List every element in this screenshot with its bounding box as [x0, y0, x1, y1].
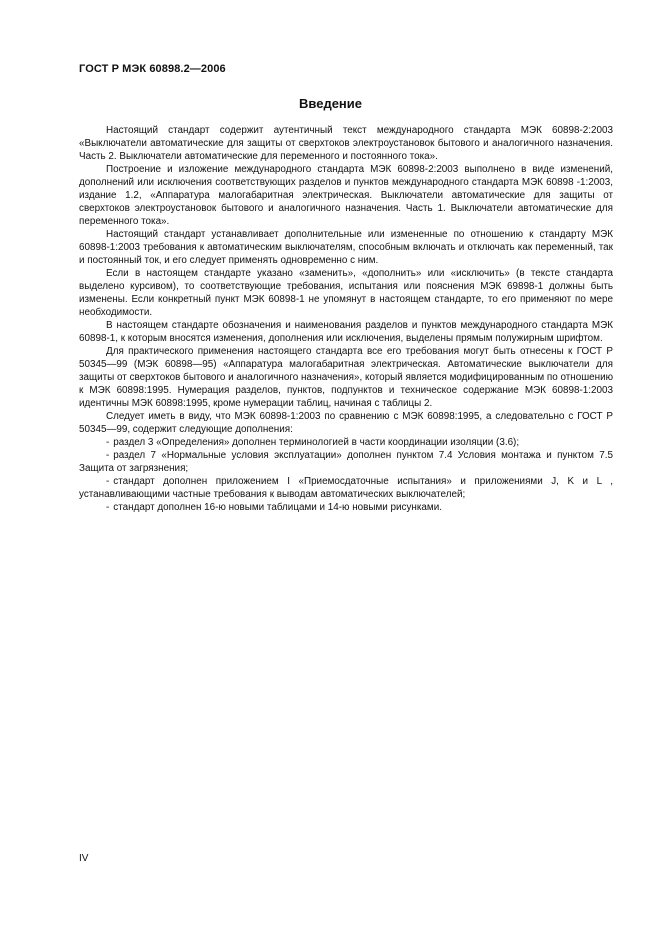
list-marker: - — [106, 476, 110, 487]
list-item — [79, 449, 613, 475]
list-item — [79, 475, 613, 501]
paragraph: В настоящем стандарте обозначения и наименования разделов и пунктов международного стандарта МЭК 60898-1, к которым вносятся изменения, дополнения или исключения, выделены прямым полужирным шрифтом. — [79, 320, 613, 344]
list-item-text: раздел 7 «Нормальные условия эксплуатации» дополнен пунктом 7.4 Условия монтажа и пунктом 7.5 Защита от загрязнения; — [79, 450, 613, 474]
page-number: IV — [79, 853, 89, 864]
paragraph: Построение и изложение международного стандарта МЭК 60898-2:2003 выполнено в виде изменений, дополнений или исключения соответствующих разделов и пунктов международного стандарта МЭК 60898 -1:2003, издание 1.2, «Аппаратура малогабаритная электрическая. Выключатели автоматические для защиты от сверхтоков электроустановок бытового и аналогичного назначения. Часть 1. Выключатели автоматические для переменного тока». — [79, 164, 613, 227]
paragraph: Настоящий стандарт содержит аутентичный текст международного стандарта МЭК 60898-2:2003 «Выключатели автоматические для защиты от сверхтоков электроустановок бытового и аналогичного назначения. Часть 2. Выключатели автоматические для переменного и постоянного тока». — [79, 125, 613, 162]
list-marker: - — [106, 437, 110, 448]
list-item-text: стандарт дополнен 16-ю новыми таблицами и 14-ю новыми рисунками. — [113, 502, 442, 513]
paragraph: Для практического применения настоящего стандарта все его требования могут быть отнесены к ГОСТ Р 50345—99 (МЭК 60898—95) «Аппаратура малогабаритная электрическая. Автоматические выключатели для защиты от сверхтоков бытового и аналогичного назначения», который является модифицированным по отношению к МЭК 60898:1995. Нумерация разделов, пунктов, подпунктов и техническое содержание МЭК 60898-1:2003 идентичны МЭК 60898:1995, кроме нумерации таблиц, начиная с таблицы 2. — [79, 346, 613, 409]
list-marker: - — [106, 450, 110, 461]
additions-list — [79, 436, 613, 514]
list-item-text: раздел 3 «Определения» дополнен терминологией в части координации изоляции (3.6); — [113, 437, 520, 448]
list-marker: - — [106, 502, 110, 513]
list-item-text: стандарт дополнен приложением I «Приемосдаточные испытания» и приложениями J, K и L , устанавливающими частные требования к выводам автоматических выключателей; — [79, 476, 613, 500]
list-item — [79, 436, 613, 449]
document-code: ГОСТ Р МЭК 60898.2—2006 — [79, 63, 226, 75]
section-title: Введение — [299, 96, 362, 111]
paragraph: Если в настоящем стандарте указано «заменить», «дополнить» или «исключить» (в тексте стандарта выделено курсивом), то соответствующие требования, испытания или пояснения МЭК 69898-1 должны быть изменены. Если конкретный пункт МЭК 60898-1 не упомянут в настоящем стандарте, то его применяют по мере необходимости. — [79, 268, 613, 318]
paragraph: Настоящий стандарт устанавливает дополнительные или измененные по отношению к стандарту МЭК 60898-1:2003 требования к автоматическим выключателям, способным включать и отключать как переменный, так и постоянный ток, и его следует применять одновременно с ним. — [79, 229, 613, 266]
document-body — [79, 124, 613, 514]
paragraph: Следует иметь в виду, что МЭК 60898-1:2003 по сравнению с МЭК 60898:1995, а следовательно с ГОСТ Р 50345—99, содержит следующие дополнения: — [79, 411, 613, 435]
list-item — [79, 501, 613, 514]
